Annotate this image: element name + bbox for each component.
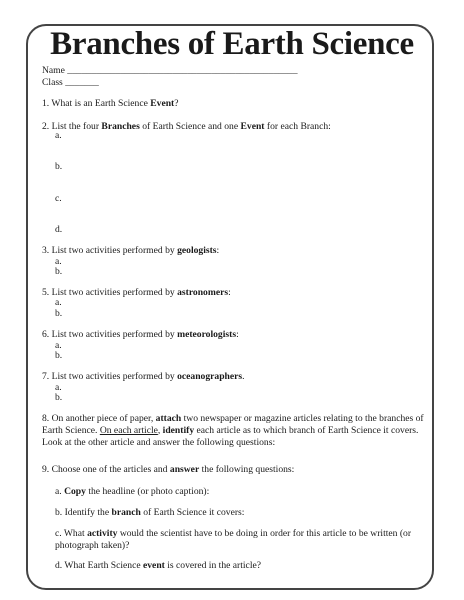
question-9c-label: c. What <box>55 528 88 539</box>
question-8-text-3: , <box>157 425 163 436</box>
question-9a-keyword: Copy <box>64 486 86 497</box>
answer-label-7b: b. <box>55 392 63 403</box>
answer-label-5b: b. <box>55 308 63 319</box>
question-9c-text: would the scientist have to be doing in order for this article to be written (or photograph taken)? <box>55 528 412 551</box>
question-2-mid: of Earth Science and one <box>139 121 241 132</box>
question-8-text-2: two newspaper or magazine articles relating to the branches of Earth Science. <box>42 413 424 436</box>
question-8-underlined: On each article <box>99 425 158 436</box>
answer-label-7a: a. <box>55 382 62 393</box>
question-3-keyword: geologists <box>177 245 217 256</box>
question-3-text: 3. List two activities performed by <box>42 245 178 256</box>
question-9b-keyword: branch <box>111 507 141 518</box>
question-8 <box>42 413 424 449</box>
question-5-suffix: : <box>228 287 231 298</box>
question-9-suffix: the following questions: <box>199 464 295 475</box>
answer-label-5a: a. <box>55 297 62 308</box>
question-5-text: 5. List two activities performed by <box>42 287 178 298</box>
question-3-suffix: : <box>216 245 220 256</box>
name-field[interactable]: Name ________________________________________________ <box>42 65 298 76</box>
question-8-keyword-attach: attach <box>155 413 182 424</box>
question-9b-label: b. Identify the <box>55 507 112 518</box>
question-9d-keyword: event <box>143 560 165 571</box>
question-2-suffix: for each Branch: <box>264 121 331 132</box>
question-7 <box>42 371 245 383</box>
question-1-keyword: Event <box>150 98 175 109</box>
question-9d-label: d. What Earth Science <box>55 560 143 571</box>
question-7-text: 7. List two activities performed by <box>42 371 178 382</box>
answer-label-3a: a. <box>55 256 62 267</box>
question-3 <box>42 245 219 257</box>
question-9c <box>55 528 419 552</box>
question-7-suffix: . <box>242 371 245 382</box>
question-1 <box>42 98 179 110</box>
question-8-text-4: each article as to which branch of Earth Science it covers. Look at the other article and answer the following questions: <box>42 425 419 448</box>
question-1-text: 1. What is an Earth Science <box>42 98 151 109</box>
question-9a-label: a. <box>55 486 65 497</box>
question-9a-text: the headline (or photo caption): <box>85 486 210 497</box>
question-9c-keyword: activity <box>87 528 118 539</box>
question-2-keyword-branches: Branches <box>101 121 140 132</box>
answer-label-6a: a. <box>55 340 62 351</box>
question-2-text: 2. List the four <box>42 121 102 132</box>
question-6-text: 6. List two activities performed by <box>42 329 178 340</box>
question-6-suffix: : <box>236 329 239 340</box>
answer-label-2b: b. <box>55 161 63 172</box>
question-9d <box>55 560 261 572</box>
question-9d-text: is covered in the article? <box>164 560 262 571</box>
question-9b <box>55 507 244 519</box>
answer-label-3b: b. <box>55 266 63 277</box>
question-1-suffix: ? <box>174 98 179 109</box>
question-7-keyword: oceanographers <box>177 371 243 382</box>
answer-label-2a: a. <box>55 130 62 141</box>
class-field[interactable]: Class _______ <box>42 77 99 88</box>
question-6-keyword: meteorologists <box>177 329 237 340</box>
question-9 <box>42 464 294 476</box>
question-9a <box>55 486 209 498</box>
answer-label-2d: d. <box>55 224 63 235</box>
question-8-text-1: 8. On another piece of paper, <box>42 413 156 424</box>
question-6 <box>42 329 239 341</box>
question-9b-text: of Earth Science it covers: <box>140 507 245 518</box>
question-9-text: 9. Choose one of the articles and <box>42 464 170 475</box>
question-2-keyword-event: Event <box>240 121 265 132</box>
question-5 <box>42 287 231 299</box>
question-2 <box>42 121 331 133</box>
answer-label-6b: b. <box>55 350 63 361</box>
worksheet-title: Branches of Earth Science <box>50 26 414 62</box>
answer-label-2c: c. <box>55 193 62 204</box>
question-8-keyword-identify: identify <box>162 425 195 436</box>
question-9-keyword: answer <box>169 464 200 475</box>
question-5-keyword: astronomers <box>177 287 229 298</box>
